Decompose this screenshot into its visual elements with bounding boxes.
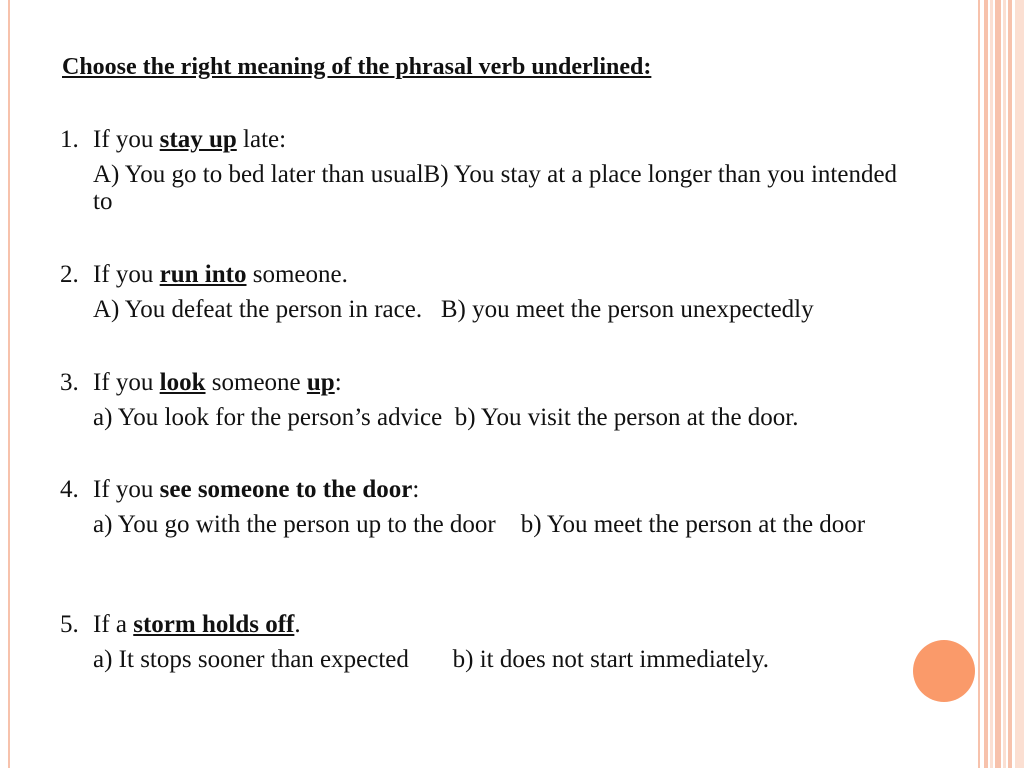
- option-b: b) You meet the person at the door: [520, 511, 866, 538]
- frame-left-border: [8, 0, 10, 768]
- option-a: a) You look for the person’s advice: [93, 404, 443, 431]
- question-stem: [60, 261, 920, 289]
- option-b: B) You stay at a place longer than you intended to: [93, 161, 898, 215]
- question-number: 4.: [60, 476, 79, 503]
- stem-suffix: :: [412, 476, 420, 503]
- question-2: [60, 261, 920, 323]
- option-b: B) you meet the person unexpectedly: [440, 296, 814, 323]
- stripe: [1008, 0, 1012, 768]
- question-text: [93, 476, 419, 504]
- option-a: A) You go to bed later than usual: [93, 161, 424, 188]
- slide-heading: Choose the right meaning of the phrasal verb underlined:: [62, 54, 652, 80]
- stripe: [995, 0, 1001, 768]
- phrasal-verb: run into: [159, 261, 247, 288]
- option-a: a) You go with the person up to the door: [93, 511, 496, 538]
- question-text: [93, 611, 301, 639]
- option-b: b) You visit the person at the door.: [454, 404, 799, 431]
- answer-options: [93, 296, 913, 323]
- question-text: [93, 261, 348, 289]
- question-5: [60, 611, 920, 673]
- stem-suffix: .: [294, 611, 301, 638]
- answer-options: [93, 404, 913, 431]
- question-4: [60, 476, 920, 538]
- stem-prefix: If you: [93, 126, 154, 153]
- question-text: [93, 126, 286, 154]
- stem-middle: someone: [211, 369, 301, 396]
- answer-options: [93, 161, 913, 215]
- option-a: a) It stops sooner than expected: [93, 646, 409, 673]
- question-number: 5.: [60, 611, 79, 638]
- accent-circle: [913, 640, 975, 702]
- option-b: b) it does not start immediately.: [452, 646, 769, 673]
- stem-suffix: late:: [243, 126, 287, 153]
- question-3: [60, 369, 920, 431]
- phrasal-verb: storm holds off: [133, 611, 295, 638]
- question-stem: [60, 126, 920, 154]
- question-stem: [60, 476, 920, 504]
- stripe: [1015, 0, 1024, 768]
- answer-options: [93, 646, 913, 673]
- phrasal-verb: stay up: [159, 126, 237, 153]
- stem-suffix: someone.: [252, 261, 348, 288]
- stem-suffix: :: [334, 369, 342, 396]
- stem-prefix: If a: [93, 611, 127, 638]
- question-text: [93, 369, 342, 397]
- question-1: [60, 126, 920, 215]
- question-number: 2.: [60, 261, 79, 288]
- phrasal-verb: see someone to the door: [159, 476, 413, 503]
- stem-prefix: If you: [93, 476, 154, 503]
- frame-right-border: [978, 0, 980, 768]
- phrasal-verb-particle: up: [306, 369, 335, 396]
- stem-prefix: If you: [93, 261, 154, 288]
- stem-prefix: If you: [93, 369, 154, 396]
- stripe: [990, 0, 993, 768]
- stripe: [1003, 0, 1006, 768]
- question-stem: [60, 611, 920, 639]
- question-number: 3.: [60, 369, 79, 396]
- answer-options: [93, 511, 913, 538]
- question-number: 1.: [60, 126, 79, 153]
- option-a: A) You defeat the person in race.: [93, 296, 423, 323]
- phrasal-verb: look: [159, 369, 206, 396]
- frame-right-stripes: [984, 0, 1024, 768]
- stripe: [984, 0, 988, 768]
- question-stem: [60, 369, 920, 397]
